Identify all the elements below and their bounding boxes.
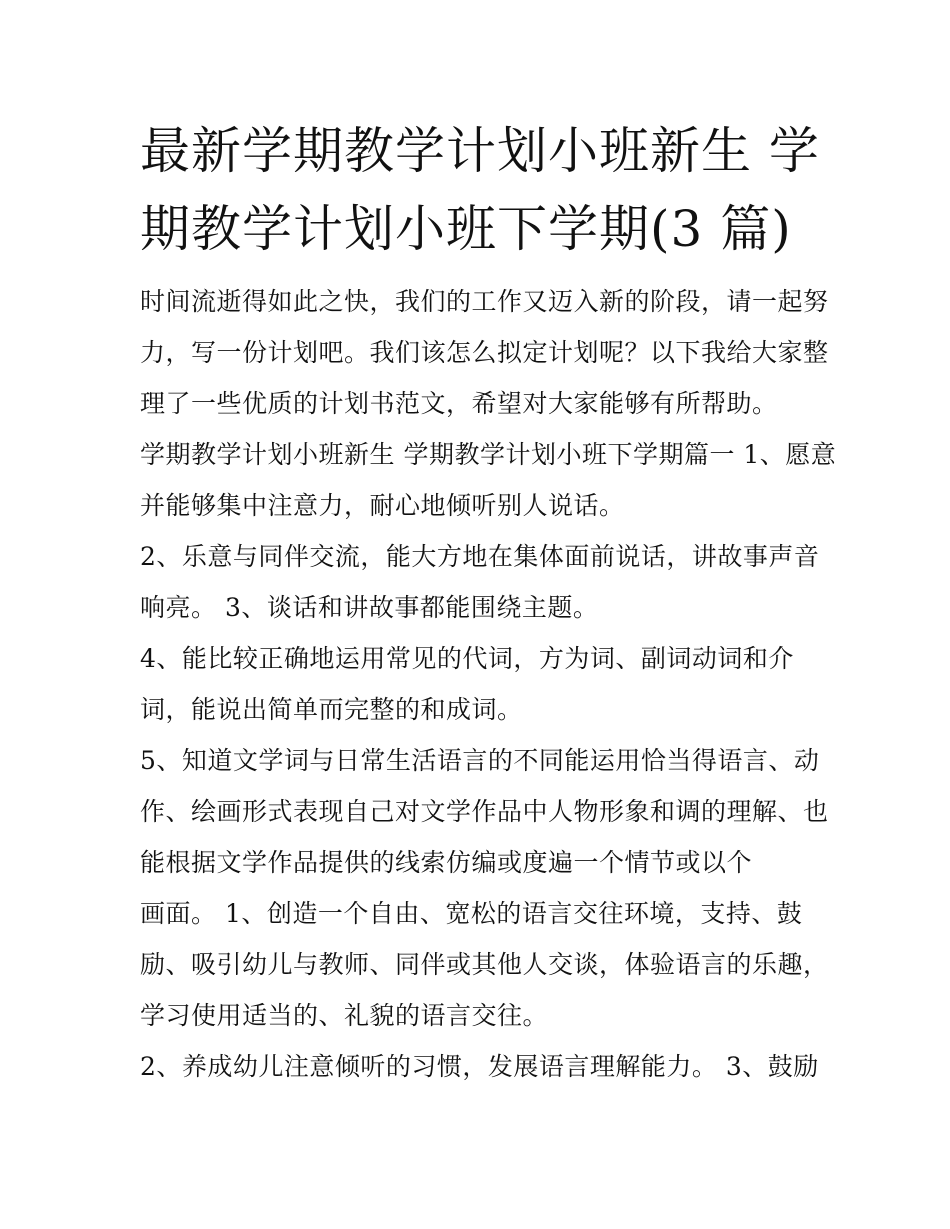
body-line: 2、乐意与同伴交流，能大方地在集体面前说话，讲故事声音: [140, 542, 820, 571]
body-line: 4、能比较正确地运用常见的代词，方为词、副词动词和介: [140, 644, 794, 673]
body-line: 响亮。 3、谈话和讲故事都能围绕主题。: [140, 593, 599, 622]
body-line: 时间流逝得如此之快，我们的工作又迈入新的阶段，请一起努: [140, 287, 829, 316]
body-line: 2、养成幼儿注意倾听的习惯，发展语言理解能力。 3、鼓励: [140, 1052, 819, 1081]
body-line: 5、知道文学词与日常生活语言的不同能运用恰当得语言、动: [140, 746, 820, 775]
body-line: 能根据文学作品提供的线索仿编或度遍一个情节或以个: [140, 848, 753, 877]
body-line: 学习使用适当的、礼貌的语言交往。: [140, 1001, 549, 1030]
title-line-1: 最新学期教学计划小班新生 学: [140, 122, 820, 180]
body-line: 画面。 1、创造一个自由、宽松的语言交往环境，支持、鼓: [140, 899, 803, 928]
document-title: [140, 112, 820, 268]
document-body: [140, 276, 837, 1092]
title-line-2: 期教学计划小班下学期(3 篇): [140, 200, 792, 258]
document-page: [140, 112, 837, 1092]
body-line: 并能够集中注意力，耐心地倾听别人说话。: [140, 491, 625, 520]
body-line: 理了一些优质的计划书范文，希望对大家能够有所帮助。: [140, 389, 778, 418]
body-line: 励、吸引幼儿与教师、同伴或其他人交谈，体验语言的乐趣，: [140, 950, 829, 979]
body-line: 作、绘画形式表现自己对文学作品中人物形象和调的理解、也: [140, 797, 829, 826]
body-line: 学期教学计划小班新生 学期教学计划小班下学期篇一 1、愿意: [140, 440, 837, 469]
body-line: 力，写一份计划吧。我们该怎么拟定计划呢？以下我给大家整: [140, 338, 829, 367]
body-line: 词，能说出简单而完整的和成词。: [140, 695, 523, 724]
